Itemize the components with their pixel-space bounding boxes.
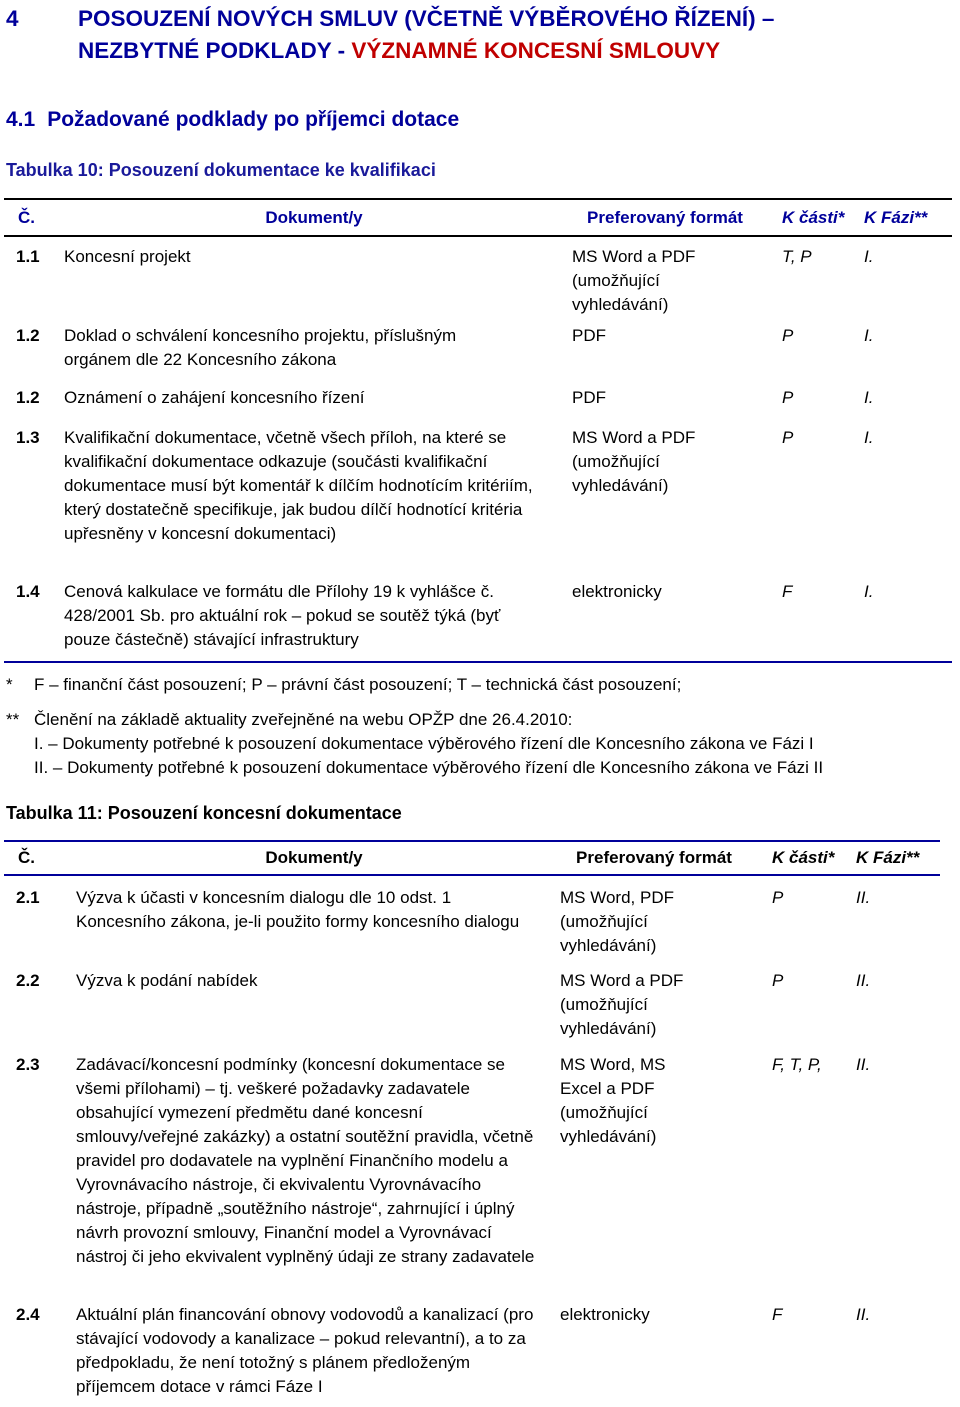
row-num: 2.4 [16, 1305, 40, 1324]
chapter-title-line1: POSOUZENÍ NOVÝCH SMLUV (VČETNĚ VÝBĚROVÉHO ŘÍZENÍ) – [78, 6, 775, 31]
header-phase: K Fázi** [858, 199, 952, 236]
row-format: MS Word a PDF (umožňující vyhledávání) [572, 428, 696, 495]
row-part: P [772, 971, 784, 990]
table-row [4, 380, 952, 418]
chapter-number: 4 [6, 6, 19, 31]
table-row [4, 875, 940, 959]
table11 [4, 840, 940, 1403]
footnote-part [6, 673, 946, 697]
header-format: Preferovaný formát [552, 841, 756, 875]
row-phase: II. [856, 1305, 871, 1324]
row-num: 1.2 [16, 326, 40, 345]
table-row [4, 574, 952, 662]
chapter-heading [6, 3, 946, 67]
footnote-phase [6, 708, 946, 780]
chapter-title-line2 [78, 35, 946, 67]
row-phase: I. [864, 326, 874, 345]
row-num: 1.1 [16, 247, 40, 266]
section-title: Požadované podklady po příjemci dotace [47, 108, 460, 131]
footnote-part-text: F – finanční část posouzení; P – právní část posouzení; T – technická část posouzení; [34, 675, 682, 694]
row-doc: Výzva k účasti v koncesním dialogu dle 10 odst. 1 Koncesního zákona, je-li použito formy koncesního dialogu [76, 888, 520, 931]
row-phase: II. [856, 971, 871, 990]
row-format: PDF [572, 388, 606, 407]
row-part: F [772, 1305, 783, 1324]
table-row [4, 418, 952, 574]
section-number: 4.1 [6, 108, 36, 131]
row-format: MS Word a PDF (umožňující vyhledávání) [572, 247, 696, 314]
row-part: P [782, 388, 794, 407]
header-doc: Dokument/y [54, 199, 564, 236]
row-doc: Koncesní projekt [64, 247, 191, 266]
row-doc: Kvalifikační dokumentace, včetně všech příloh, na které se kvalifikační dokumentace odkazuje (součásti kvalifikační dokumentace musí být komentář k dílčím hodnotícím kritériím, který dostatečně specifikuje, jak budou dílčí hodnotící kritéria upřesněny v koncesní dokumentaci) [64, 428, 533, 543]
header-num: Č. [4, 199, 54, 236]
table-row [4, 1043, 940, 1293]
row-doc: Cenová kalkulace ve formátu dle Přílohy 19 k vyhlášce č. 428/2001 Sb. pro aktuální rok – pokud se soutěž týká (byť pouze částečně) stávající infrastruktury [54, 574, 564, 662]
header-format: Preferovaný formát [564, 199, 766, 236]
row-num: 1.4 [4, 574, 54, 662]
table10 [4, 198, 952, 663]
header-part: K části* [756, 841, 850, 875]
row-format: elektronicky [564, 574, 766, 662]
row-format: MS Word a PDF (umožňující vyhledávání) [560, 971, 684, 1038]
header-phase: K Fázi** [850, 841, 940, 875]
table-row [4, 318, 952, 380]
row-phase: I. [864, 247, 874, 266]
table-row [4, 959, 940, 1043]
row-part: P [772, 888, 784, 907]
row-num: 2.1 [16, 888, 40, 907]
row-phase: I. [858, 574, 952, 662]
header-doc: Dokument/y [66, 841, 552, 875]
chapter-title-line2-red: VÝZNAMNÉ KONCESNÍ SMLOUVY [351, 38, 721, 63]
row-doc: Doklad o schválení koncesního projektu, příslušným orgánem dle 22 Koncesního zákona [64, 326, 457, 369]
table10-header-row [4, 199, 952, 236]
row-phase: I. [864, 428, 874, 447]
row-doc: Oznámení o zahájení koncesního řízení [64, 388, 365, 407]
table11-header-row [4, 841, 940, 875]
row-phase: II. [856, 888, 871, 907]
table-row [4, 236, 952, 318]
row-format: MS Word, PDF (umožňující vyhledávání) [560, 888, 674, 955]
row-phase: II. [856, 1055, 871, 1074]
header-part: K části* [766, 199, 858, 236]
chapter-title-line2-blue: NEZBYTNÉ PODKLADY - [78, 38, 352, 63]
row-doc: Zadávací/koncesní podmínky (koncesní dokumentace se všemi přílohami) – tj. veškeré požadavky zadavatele obsahující vymezení předmětu dané koncesní smlouvy/veřejné zakázky) a ostatní soutěžní pravidla, včetně pravidel pro dodavatele na vyplnění Finančního modelu a Vyrovnávacího nástroje, či ekvivalentu Vyrovnávacího nástroje, případně „soutěžního nástroje“, zahrnující i úplný návrh provozní smlouvy, Finanční model a Vyrovnávací nástroj či jeho ekvivalent vyplněný údaji ze strany zadavatele [76, 1055, 535, 1266]
row-phase: I. [864, 388, 874, 407]
header-num: Č. [4, 841, 66, 875]
row-part: F, T, P, [772, 1055, 822, 1074]
table11-caption: Tabulka 11: Posouzení koncesní dokumentace [6, 803, 402, 823]
table-row [4, 1293, 940, 1403]
row-num: 2.2 [16, 971, 40, 990]
footnote-phase-2: II. – Dokumenty potřebné k posouzení dokumentace výběrového řízení dle Koncesního zákona ve Fázi II [34, 758, 824, 777]
row-num: 1.3 [16, 428, 40, 447]
row-part: P [782, 326, 794, 345]
row-doc: Aktuální plán financování obnovy vodovodů a kanalizací (pro stávající vodovody a kanalizace – pokud relevantní), a to za předpokladu, že není totožný s plánem předloženým příjemcem dotace v rámci Fáze I [76, 1305, 534, 1396]
row-format: PDF [572, 326, 606, 345]
row-format: MS Word, MS Excel a PDF (umožňující vyhledávání) [560, 1055, 666, 1146]
row-part: T, P [782, 247, 812, 266]
footnote-phase-1: I. – Dokumenty potřebné k posouzení dokumentace výběrového řízení dle Koncesního zákona ve Fázi I [34, 734, 814, 753]
row-doc: Výzva k podání nabídek [76, 971, 258, 990]
footnote-mark-1: * [6, 675, 13, 694]
row-num: 2.3 [16, 1055, 40, 1074]
footnote-mark-2: ** [6, 710, 20, 729]
section-heading [6, 104, 459, 136]
table10-caption: Tabulka 10: Posouzení dokumentace ke kvalifikaci [6, 160, 436, 180]
row-part: F [766, 574, 858, 662]
footnote-phase-text: Členění na základě aktuality zveřejněné na webu OPŽP dne 26.4.2010: [34, 710, 573, 729]
row-format: elektronicky [560, 1305, 650, 1324]
row-num: 1.2 [16, 388, 40, 407]
row-part: P [782, 428, 794, 447]
